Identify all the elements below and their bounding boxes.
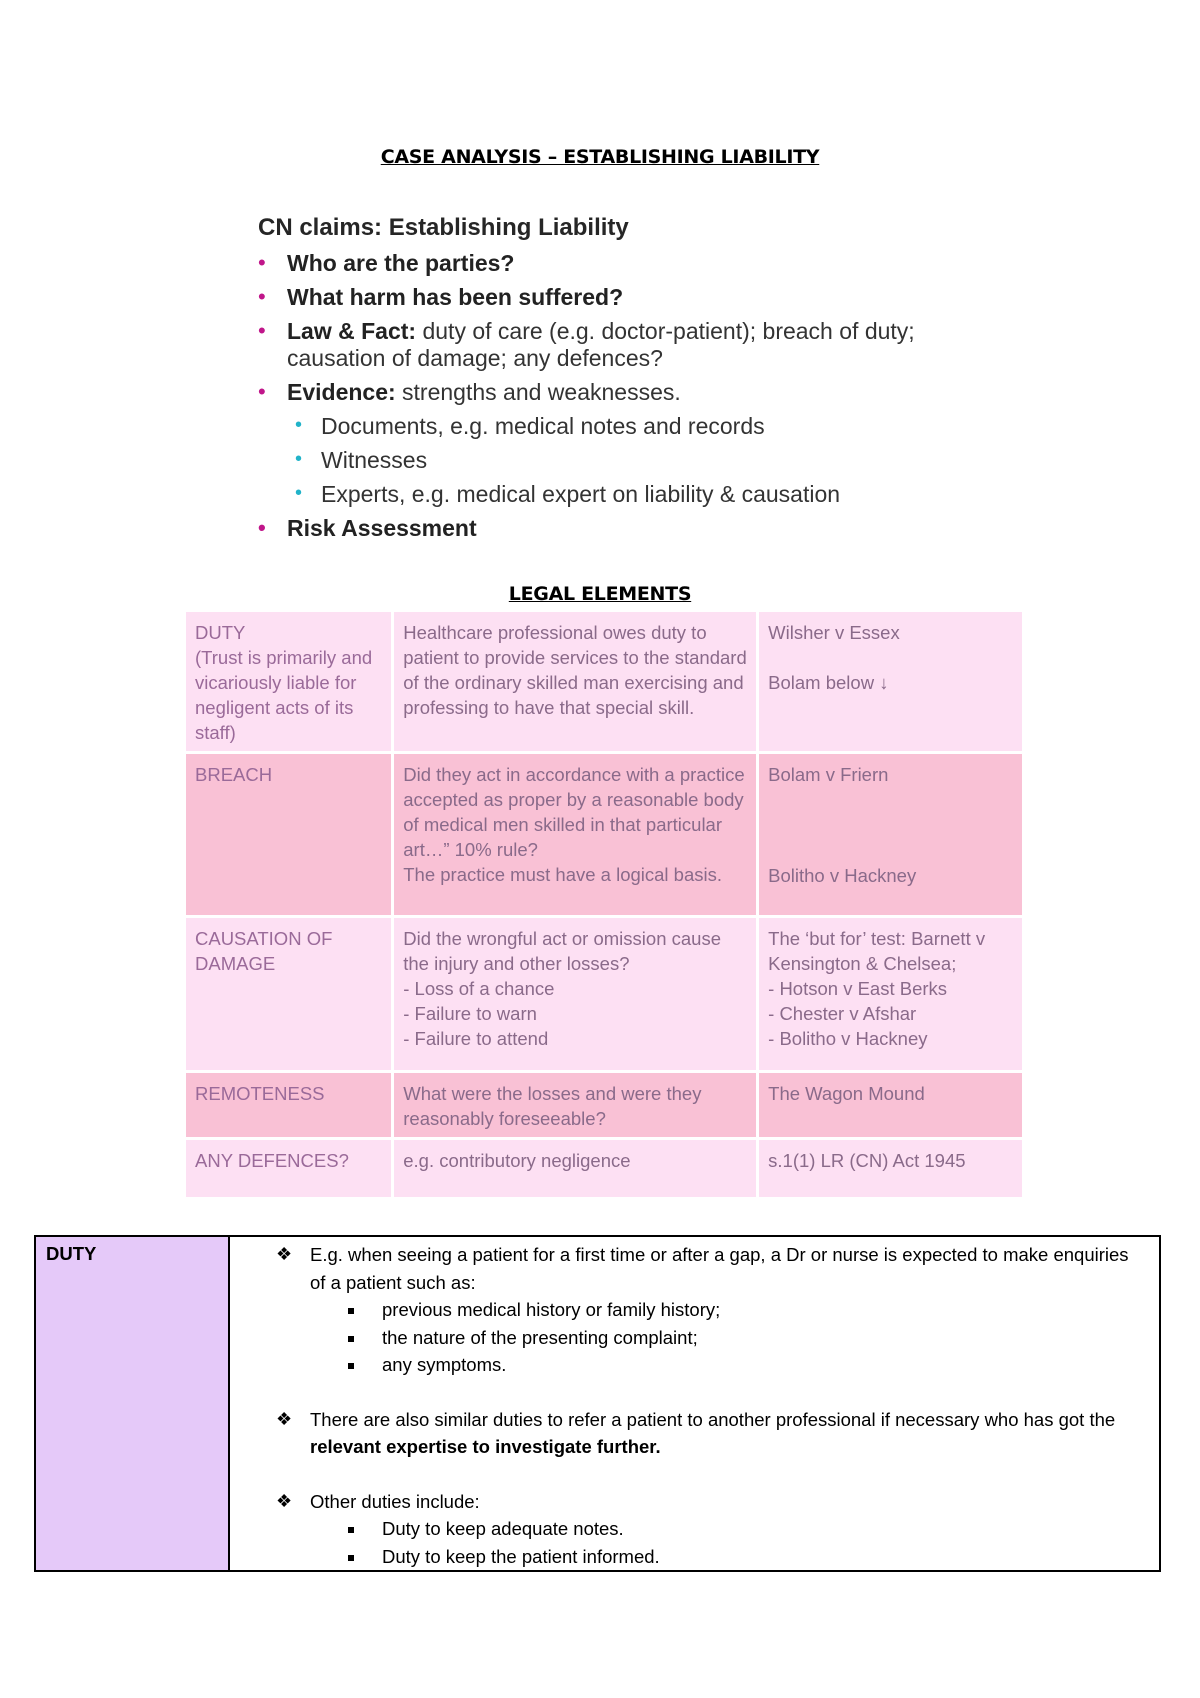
- document-title: CASE ANALYSIS – ESTABLISHING LIABILITY: [380, 146, 820, 168]
- legal-elements-heading: LEGAL ELEMENTS: [508, 583, 692, 605]
- sub-item-experts: • Experts, e.g. medical expert on liability & causation: [287, 481, 958, 508]
- table-row: [186, 1137, 1022, 1197]
- description-cell: e.g. contributory negligence: [394, 1137, 759, 1197]
- legal-elements-table: [186, 612, 1022, 1197]
- element-cell: ANY DEFENCES?: [186, 1137, 394, 1197]
- enquiries-list: [310, 1296, 1131, 1379]
- cases-cell: The Wagon Mound: [759, 1070, 1022, 1137]
- description-cell: Did the wrongful act or omission cause the injury and other losses? - Loss of a chance - Failure to warn - Failure to attend: [394, 915, 759, 1070]
- cases-cell: Wilsher v Essex Bolam below ↓: [759, 612, 1022, 751]
- slide-item-harm: • What harm has been suffered?: [258, 284, 958, 311]
- case-bolitho: Bolitho v Hackney: [768, 865, 917, 886]
- list-item: previous medical history or family history;: [310, 1296, 1131, 1324]
- duty-label-cell: DUTY: [35, 1236, 229, 1571]
- table-row: [186, 1070, 1022, 1137]
- duty-point-refer: ❖ There are also similar duties to refer a patient to another professional if necessary who has got the relevant expertise to investigate further.: [276, 1406, 1131, 1461]
- slide-title: CN claims: Establishing Liability: [258, 214, 629, 241]
- slide-item-risk: • Risk Assessment: [258, 515, 958, 542]
- description-cell: What were the losses and were they reasonably foreseeable?: [394, 1070, 759, 1137]
- four-diamond-icon: ❖: [276, 1490, 293, 1511]
- duty-point-other: ❖ Other duties include: Duty to keep adequate notes. Duty to keep the patient informed.: [276, 1488, 1131, 1571]
- duty-content-cell: [229, 1236, 1160, 1571]
- cases-cell: s.1(1) LR (CN) Act 1945: [759, 1137, 1022, 1197]
- slide-item-evidence: • Evidence: strengths and weaknesses. • Documents, e.g. medical notes and records • Witnesses • Experts, e.g. medical expert on liability & causation: [258, 379, 958, 508]
- table-row: [186, 751, 1022, 915]
- four-diamond-icon: ❖: [276, 1408, 293, 1429]
- description-cell: Healthcare professional owes duty to patient to provide services to the standard of the ordinary skilled man exercising and professing to have that special skill.: [394, 612, 759, 751]
- other-duties-list: [310, 1515, 1131, 1570]
- element-cell: DUTY (Trust is primarily and vicariously liable for negligent acts of its staff): [186, 612, 394, 751]
- slide-item-parties: • Who are the parties?: [258, 250, 958, 277]
- slide-image: [258, 214, 958, 549]
- duty-point-enquiries: ❖ E.g. when seeing a patient for a first time or after a gap, a Dr or nurse is expected to make enquiries of a patient such as: previous medical history or family history; the nature of the presenting complaint; any symptoms.: [276, 1241, 1131, 1379]
- four-diamond-icon: ❖: [276, 1244, 293, 1264]
- list-item: Duty to keep the patient informed.: [310, 1543, 1131, 1571]
- slide-item-law-fact: • Law & Fact: duty of care (e.g. doctor-patient); breach of duty; causation of damage; any defences?: [258, 318, 958, 372]
- element-cell: CAUSATION OF DAMAGE: [186, 915, 394, 1070]
- list-item: the nature of the presenting complaint;: [310, 1324, 1131, 1352]
- evidence-sub-list: [287, 413, 958, 508]
- list-item: any symptoms.: [310, 1351, 1131, 1379]
- element-cell: REMOTENESS: [186, 1070, 394, 1137]
- sub-item-witnesses: • Witnesses: [287, 447, 958, 474]
- case-bolam: Bolam v Friern: [768, 764, 889, 785]
- cases-cell: The ‘but for’ test: Barnett v Kensington & Chelsea; - Hotson v East Berks - Chester v Afshar - Bolitho v Hackney: [759, 915, 1022, 1070]
- table-row: [186, 612, 1022, 751]
- sub-item-documents: • Documents, e.g. medical notes and records: [287, 413, 958, 440]
- cases-cell: [759, 751, 1022, 915]
- element-cell: BREACH: [186, 751, 394, 915]
- description-cell: Did they act in accordance with a practice accepted as proper by a reasonable body of medical men skilled in that particular art…” 10% rule? The practice must have a logical basis.: [394, 751, 759, 915]
- slide-bullet-list: [258, 250, 958, 542]
- table-row: [186, 915, 1022, 1070]
- duty-notes-table: [34, 1235, 1161, 1572]
- list-item: Duty to keep adequate notes.: [310, 1515, 1131, 1543]
